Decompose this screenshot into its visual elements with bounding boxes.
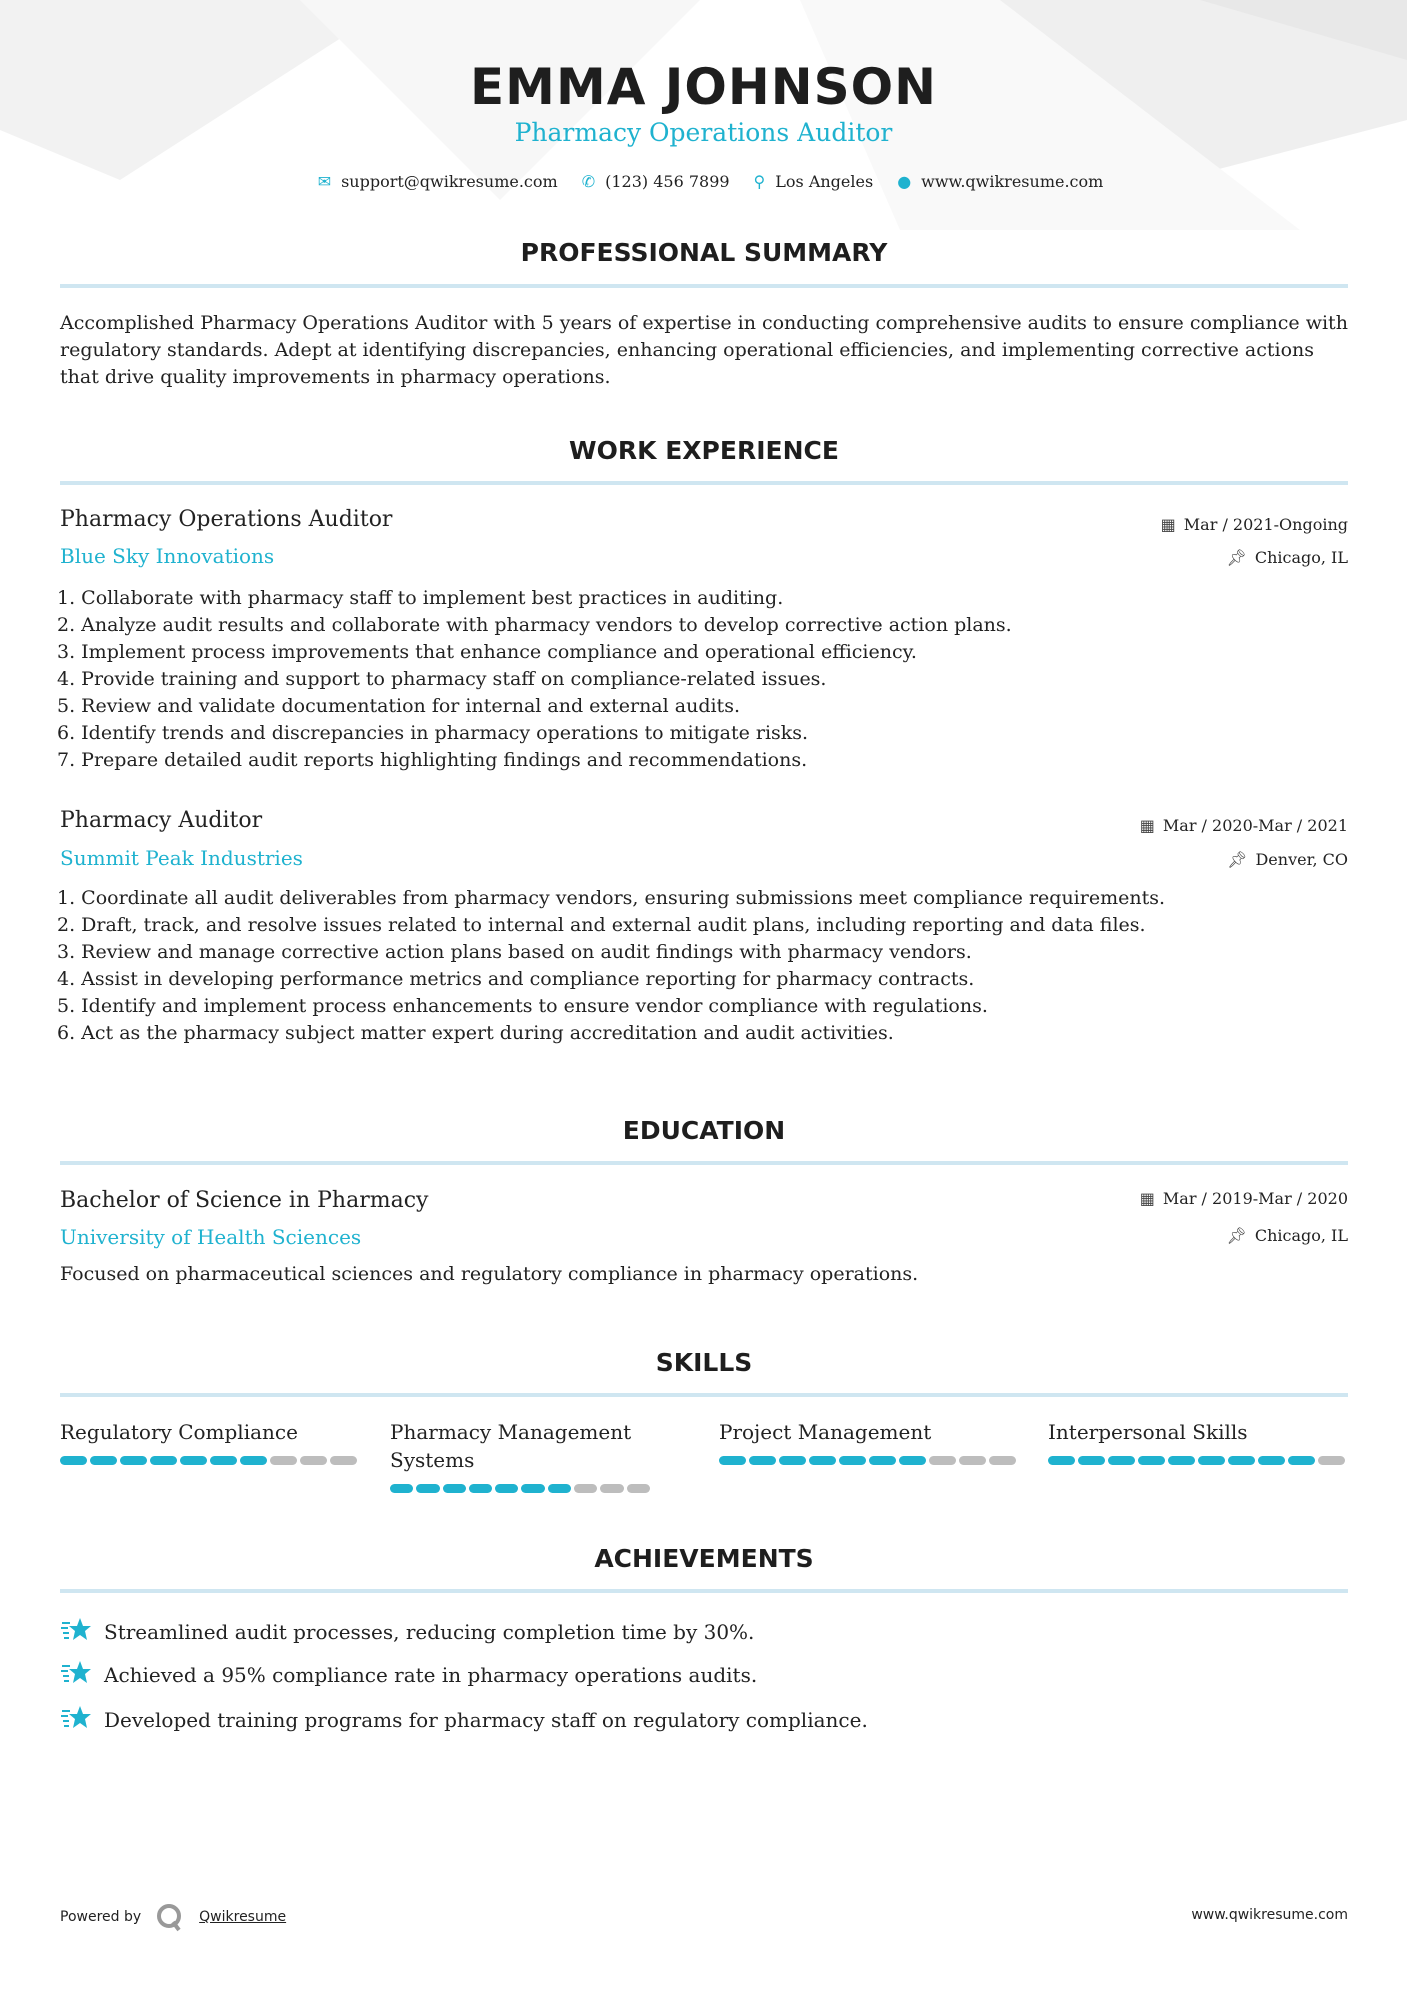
skill-level-bar bbox=[719, 1456, 1019, 1465]
skill-segment-filled bbox=[719, 1456, 746, 1465]
skill-segment-filled bbox=[1168, 1456, 1195, 1465]
skill-segment-filled bbox=[443, 1484, 466, 1493]
skill-segment-filled bbox=[180, 1456, 207, 1465]
skill-segment-filled bbox=[60, 1456, 87, 1465]
skill-segment-filled bbox=[240, 1456, 267, 1465]
job-dates bbox=[1140, 816, 1348, 835]
skill-name: Pharmacy Management Systems bbox=[390, 1420, 632, 1472]
skill-level-bar bbox=[60, 1456, 360, 1465]
skill-segment-empty bbox=[1318, 1456, 1345, 1465]
skill-segment-filled bbox=[90, 1456, 117, 1465]
summary-heading: PROFESSIONAL SUMMARY bbox=[520, 238, 888, 267]
achievement-item bbox=[60, 1615, 754, 1648]
job-dates-text: Mar / 2020-Mar / 2021 bbox=[1162, 816, 1348, 835]
achievement-item bbox=[60, 1703, 868, 1736]
achievement-text: Achieved a 95% compliance rate in pharmacy operations audits. bbox=[104, 1662, 758, 1687]
skill-segment-filled bbox=[749, 1456, 776, 1465]
education-location bbox=[1227, 1226, 1348, 1245]
skill-segment-filled bbox=[1138, 1456, 1165, 1465]
degree: Bachelor of Science in Pharmacy bbox=[60, 1188, 429, 1213]
skills-heading: SKILLS bbox=[655, 1348, 753, 1377]
list-item: 1. Collaborate with pharmacy staff to implement best practices in auditing. bbox=[57, 587, 784, 609]
school: University of Health Sciences bbox=[60, 1225, 362, 1249]
skill-segment-filled bbox=[1048, 1456, 1075, 1465]
skill-level-bar bbox=[390, 1484, 650, 1493]
skill-name: Project Management bbox=[719, 1420, 932, 1444]
skill-segment-filled bbox=[1288, 1456, 1315, 1465]
footer-website[interactable]: www.qwikresume.com bbox=[1191, 1907, 1348, 1923]
job-bullets bbox=[57, 585, 1347, 774]
education-location-text: Chicago, IL bbox=[1254, 1226, 1348, 1245]
pushpin-icon: 📌︎ bbox=[1226, 548, 1247, 567]
skill-segment-empty bbox=[627, 1484, 650, 1493]
skill-segment-filled bbox=[1078, 1456, 1105, 1465]
skill-segment-filled bbox=[899, 1456, 926, 1465]
job-company: Summit Peak Industries bbox=[60, 846, 303, 870]
contact-location: Los Angeles bbox=[775, 172, 874, 191]
contact-phone: (123) 456 7899 bbox=[605, 172, 730, 191]
list-item: 4. Provide training and support to pharmacy staff on compliance-related issues. bbox=[57, 668, 827, 690]
job-bullets bbox=[57, 885, 1347, 1047]
skill-segment-filled bbox=[390, 1484, 413, 1493]
skill-item bbox=[1048, 1418, 1348, 1465]
skill-item bbox=[60, 1418, 360, 1465]
job-dates bbox=[1161, 515, 1348, 534]
map-pin-icon: ⚲ bbox=[753, 172, 766, 191]
education-dates bbox=[1140, 1189, 1348, 1208]
job-location bbox=[1227, 850, 1348, 869]
pushpin-icon: 📌︎ bbox=[1226, 1226, 1247, 1245]
globe-icon: ● bbox=[897, 172, 912, 191]
list-item: 5. Review and validate documentation for internal and external audits. bbox=[57, 695, 740, 717]
skill-segment-filled bbox=[469, 1484, 492, 1493]
calendar-icon: ▦ bbox=[1160, 515, 1176, 534]
skill-segment-filled bbox=[869, 1456, 896, 1465]
divider bbox=[60, 1589, 1348, 1593]
skill-segment-filled bbox=[809, 1456, 836, 1465]
skill-item bbox=[719, 1418, 1019, 1465]
skill-segment-filled bbox=[1258, 1456, 1285, 1465]
skill-segment-empty bbox=[600, 1484, 623, 1493]
skill-segment-filled bbox=[779, 1456, 806, 1465]
experience-heading: WORK EXPERIENCE bbox=[569, 436, 839, 465]
skill-item bbox=[390, 1418, 650, 1493]
skill-segment-filled bbox=[1228, 1456, 1255, 1465]
skill-segment-filled bbox=[521, 1484, 544, 1493]
calendar-icon: ▦ bbox=[1139, 1189, 1155, 1208]
skill-segment-filled bbox=[548, 1484, 571, 1493]
skill-segment-empty bbox=[270, 1456, 297, 1465]
skill-segment-filled bbox=[495, 1484, 518, 1493]
job-dates-text: Mar / 2021-Ongoing bbox=[1183, 515, 1348, 534]
skill-segment-filled bbox=[1198, 1456, 1225, 1465]
skill-segment-empty bbox=[989, 1456, 1016, 1465]
qwikresume-logo-icon bbox=[155, 1902, 185, 1932]
skill-segment-empty bbox=[574, 1484, 597, 1493]
skill-segment-empty bbox=[929, 1456, 956, 1465]
powered-by-label: Powered by bbox=[60, 1909, 142, 1925]
list-item: 3. Implement process improvements that enhance compliance and operational efficiency. bbox=[57, 641, 917, 663]
job-role: Pharmacy Auditor bbox=[60, 808, 263, 833]
list-item: 2. Analyze audit results and collaborate with pharmacy vendors to develop corrective action plans. bbox=[57, 614, 1012, 636]
skill-name: Regulatory Compliance bbox=[60, 1420, 298, 1444]
list-item: 1. Coordinate all audit deliverables from pharmacy vendors, ensuring submissions meet compliance requirements. bbox=[57, 887, 1166, 909]
skill-level-bar bbox=[1048, 1456, 1348, 1465]
skill-name: Interpersonal Skills bbox=[1048, 1420, 1248, 1444]
skill-segment-filled bbox=[150, 1456, 177, 1465]
list-item: 3. Review and manage corrective action plans based on audit findings with pharmacy vendors. bbox=[57, 941, 972, 963]
skill-segment-empty bbox=[959, 1456, 986, 1465]
candidate-name: EMMA JOHNSON bbox=[470, 58, 937, 116]
star-icon bbox=[60, 1658, 92, 1691]
job-company: Blue Sky Innovations bbox=[60, 544, 275, 568]
skill-segment-filled bbox=[120, 1456, 147, 1465]
candidate-title: Pharmacy Operations Auditor bbox=[514, 118, 893, 147]
list-item: 2. Draft, track, and resolve issues related to internal and external audit plans, including reporting and data files. bbox=[57, 914, 1146, 936]
contact-website[interactable]: www.qwikresume.com bbox=[921, 172, 1104, 191]
job-location bbox=[1227, 548, 1348, 567]
footer-powered bbox=[60, 1902, 286, 1932]
list-item: 4. Assist in developing performance metrics and compliance reporting for pharmacy contracts. bbox=[57, 968, 975, 990]
skill-segment-empty bbox=[330, 1456, 357, 1465]
pushpin-icon: 📌︎ bbox=[1227, 850, 1248, 869]
job-role: Pharmacy Operations Auditor bbox=[60, 507, 393, 532]
achievements-heading: ACHIEVEMENTS bbox=[594, 1544, 814, 1573]
summary-text: Accomplished Pharmacy Operations Auditor with 5 years of expertise in conducting comprehensive audits to ensure compliance with regulatory standards. Adept at identifying discrepancies, enhancing operational efficiencies, and implementing corrective actions that drive quality improvements in pharmacy operations. bbox=[60, 312, 1348, 388]
phone-icon: ✆ bbox=[581, 172, 596, 191]
calendar-icon: ▦ bbox=[1139, 816, 1155, 835]
skill-segment-empty bbox=[300, 1456, 327, 1465]
envelope-icon: ✉ bbox=[317, 172, 332, 191]
star-icon bbox=[60, 1703, 92, 1736]
brand-link[interactable]: Qwikresume bbox=[199, 1909, 287, 1925]
skill-segment-filled bbox=[839, 1456, 866, 1465]
divider bbox=[60, 284, 1348, 288]
star-icon bbox=[60, 1615, 92, 1648]
skill-segment-filled bbox=[1108, 1456, 1135, 1465]
contact-bar bbox=[0, 172, 1407, 191]
divider bbox=[60, 481, 1348, 485]
achievement-item bbox=[60, 1658, 757, 1691]
list-item: 6. Act as the pharmacy subject matter expert during accreditation and audit activities. bbox=[57, 1022, 894, 1044]
list-item: 6. Identify trends and discrepancies in pharmacy operations to mitigate risks. bbox=[57, 722, 809, 744]
education-description: Focused on pharmaceutical sciences and regulatory compliance in pharmacy operations. bbox=[60, 1263, 919, 1285]
list-item: 5. Identify and implement process enhancements to ensure vendor compliance with regulations. bbox=[57, 995, 988, 1017]
education-heading: EDUCATION bbox=[622, 1116, 786, 1145]
contact-email[interactable]: support@qwikresume.com bbox=[341, 172, 558, 191]
divider bbox=[60, 1393, 1348, 1397]
job-location-text: Denver, CO bbox=[1255, 850, 1348, 869]
skill-segment-filled bbox=[210, 1456, 237, 1465]
divider bbox=[60, 1161, 1348, 1165]
education-dates-text: Mar / 2019-Mar / 2020 bbox=[1162, 1189, 1348, 1208]
achievement-text: Streamlined audit processes, reducing completion time by 30%. bbox=[104, 1619, 755, 1644]
skill-segment-filled bbox=[416, 1484, 439, 1493]
achievement-text: Developed training programs for pharmacy staff on regulatory compliance. bbox=[104, 1707, 868, 1732]
list-item: 7. Prepare detailed audit reports highlighting findings and recommendations. bbox=[57, 749, 808, 771]
job-location-text: Chicago, IL bbox=[1254, 548, 1348, 567]
